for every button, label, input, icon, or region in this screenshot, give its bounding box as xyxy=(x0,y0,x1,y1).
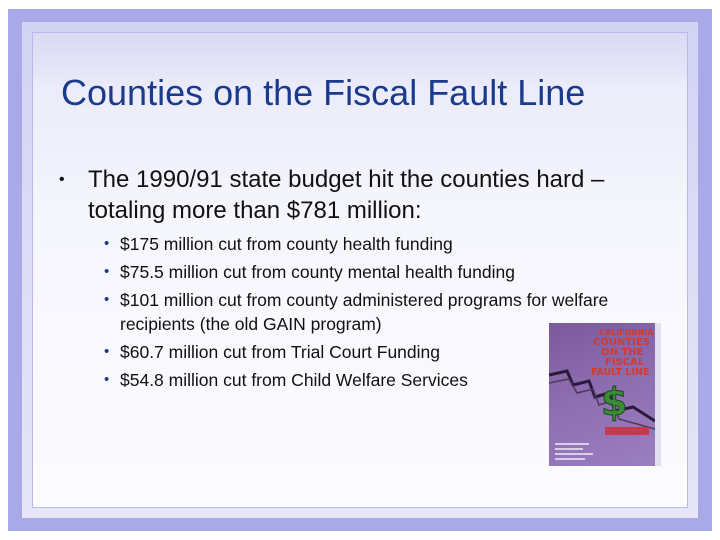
bullet-dot-icon: • xyxy=(104,291,110,308)
cover-title-line: COUNTIES xyxy=(593,337,650,348)
sub-bullet-item xyxy=(104,288,624,336)
sub-bullet-list xyxy=(104,232,624,396)
sub-bullet-text: $75.5 million cut from county mental health funding xyxy=(120,262,515,282)
report-cover-image xyxy=(549,323,655,466)
cover-author-line xyxy=(555,458,585,460)
sub-bullet-text: $175 million cut from county health funding xyxy=(120,234,453,254)
cover-author-line xyxy=(555,453,593,455)
bullet-dot-icon: • xyxy=(104,263,110,280)
bullet-dot-icon: • xyxy=(104,343,110,360)
sub-bullet-text: $60.7 million cut from Trial Court Funding xyxy=(120,342,440,362)
main-bullet-text: The 1990/91 state budget hit the counties hard – totaling more than $781 million: xyxy=(88,166,605,224)
sub-bullet-text: $101 million cut from county administered programs for welfare recipients (the old GAIN program) xyxy=(120,290,609,334)
sub-bullet-item xyxy=(104,232,624,256)
cover-author-line xyxy=(555,448,583,450)
report-cover-graphic xyxy=(549,323,655,466)
cover-subtitle-band xyxy=(605,427,649,435)
sub-bullet-item xyxy=(104,260,624,284)
cover-title-line: ON THE xyxy=(601,347,644,358)
sub-bullet-item xyxy=(104,340,624,364)
slide-title: Counties on the Fiscal Fault Line xyxy=(61,72,586,113)
dollar-sign-icon: $ xyxy=(601,380,628,424)
sub-bullet-item xyxy=(104,368,624,392)
cover-title-line: FAULT LINE xyxy=(591,367,650,378)
cover-title-line: CALIFORNIA xyxy=(599,328,654,337)
sub-bullet-text: $54.8 million cut from Child Welfare Services xyxy=(120,370,468,390)
bullet-dot-icon: • xyxy=(104,235,110,252)
main-bullet-marker: • xyxy=(59,171,65,188)
bullet-dot-icon: • xyxy=(104,371,110,388)
cover-author-line xyxy=(555,443,589,445)
cover-title-line: FISCAL xyxy=(605,357,645,368)
